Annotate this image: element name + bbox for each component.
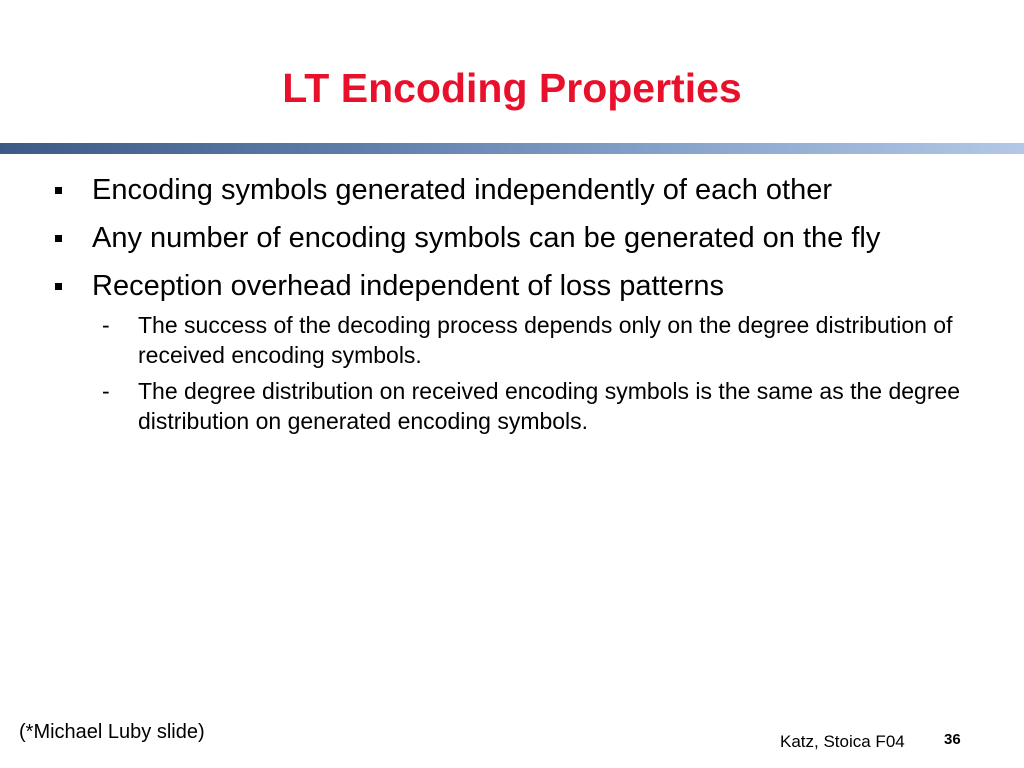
bullet-item (55, 268, 990, 304)
sub-bullet-item (55, 376, 990, 436)
sub-bullet-text: The success of the decoding process depends only on the degree distribution of received encoding symbols. (138, 312, 953, 368)
sub-bullet-list (55, 310, 990, 436)
footer-author: Katz, Stoica F04 (780, 732, 905, 751)
bullet-item (55, 220, 990, 256)
dash-marker: - (102, 312, 110, 338)
bullet-item (55, 172, 990, 208)
slide-title: LT Encoding Properties (282, 65, 742, 111)
square-bullet-icon (55, 187, 62, 194)
slide-body (55, 172, 990, 442)
sub-bullet-text: The degree distribution on received encoding symbols is the same as the degree distribution on generated encoding symbols. (138, 378, 961, 434)
bullet-text: Reception overhead independent of loss patterns (92, 270, 724, 302)
square-bullet-icon (55, 235, 62, 242)
footer-note: (*Michael Luby slide) (19, 721, 205, 743)
bullet-text: Any number of encoding symbols can be generated on the fly (92, 222, 881, 254)
title-divider (0, 143, 1024, 154)
bullet-text: Encoding symbols generated independently of each other (92, 174, 833, 206)
page-number: 36 (944, 731, 961, 748)
sub-bullet-item (55, 310, 990, 370)
square-bullet-icon (55, 283, 62, 290)
dash-marker: - (102, 378, 110, 404)
